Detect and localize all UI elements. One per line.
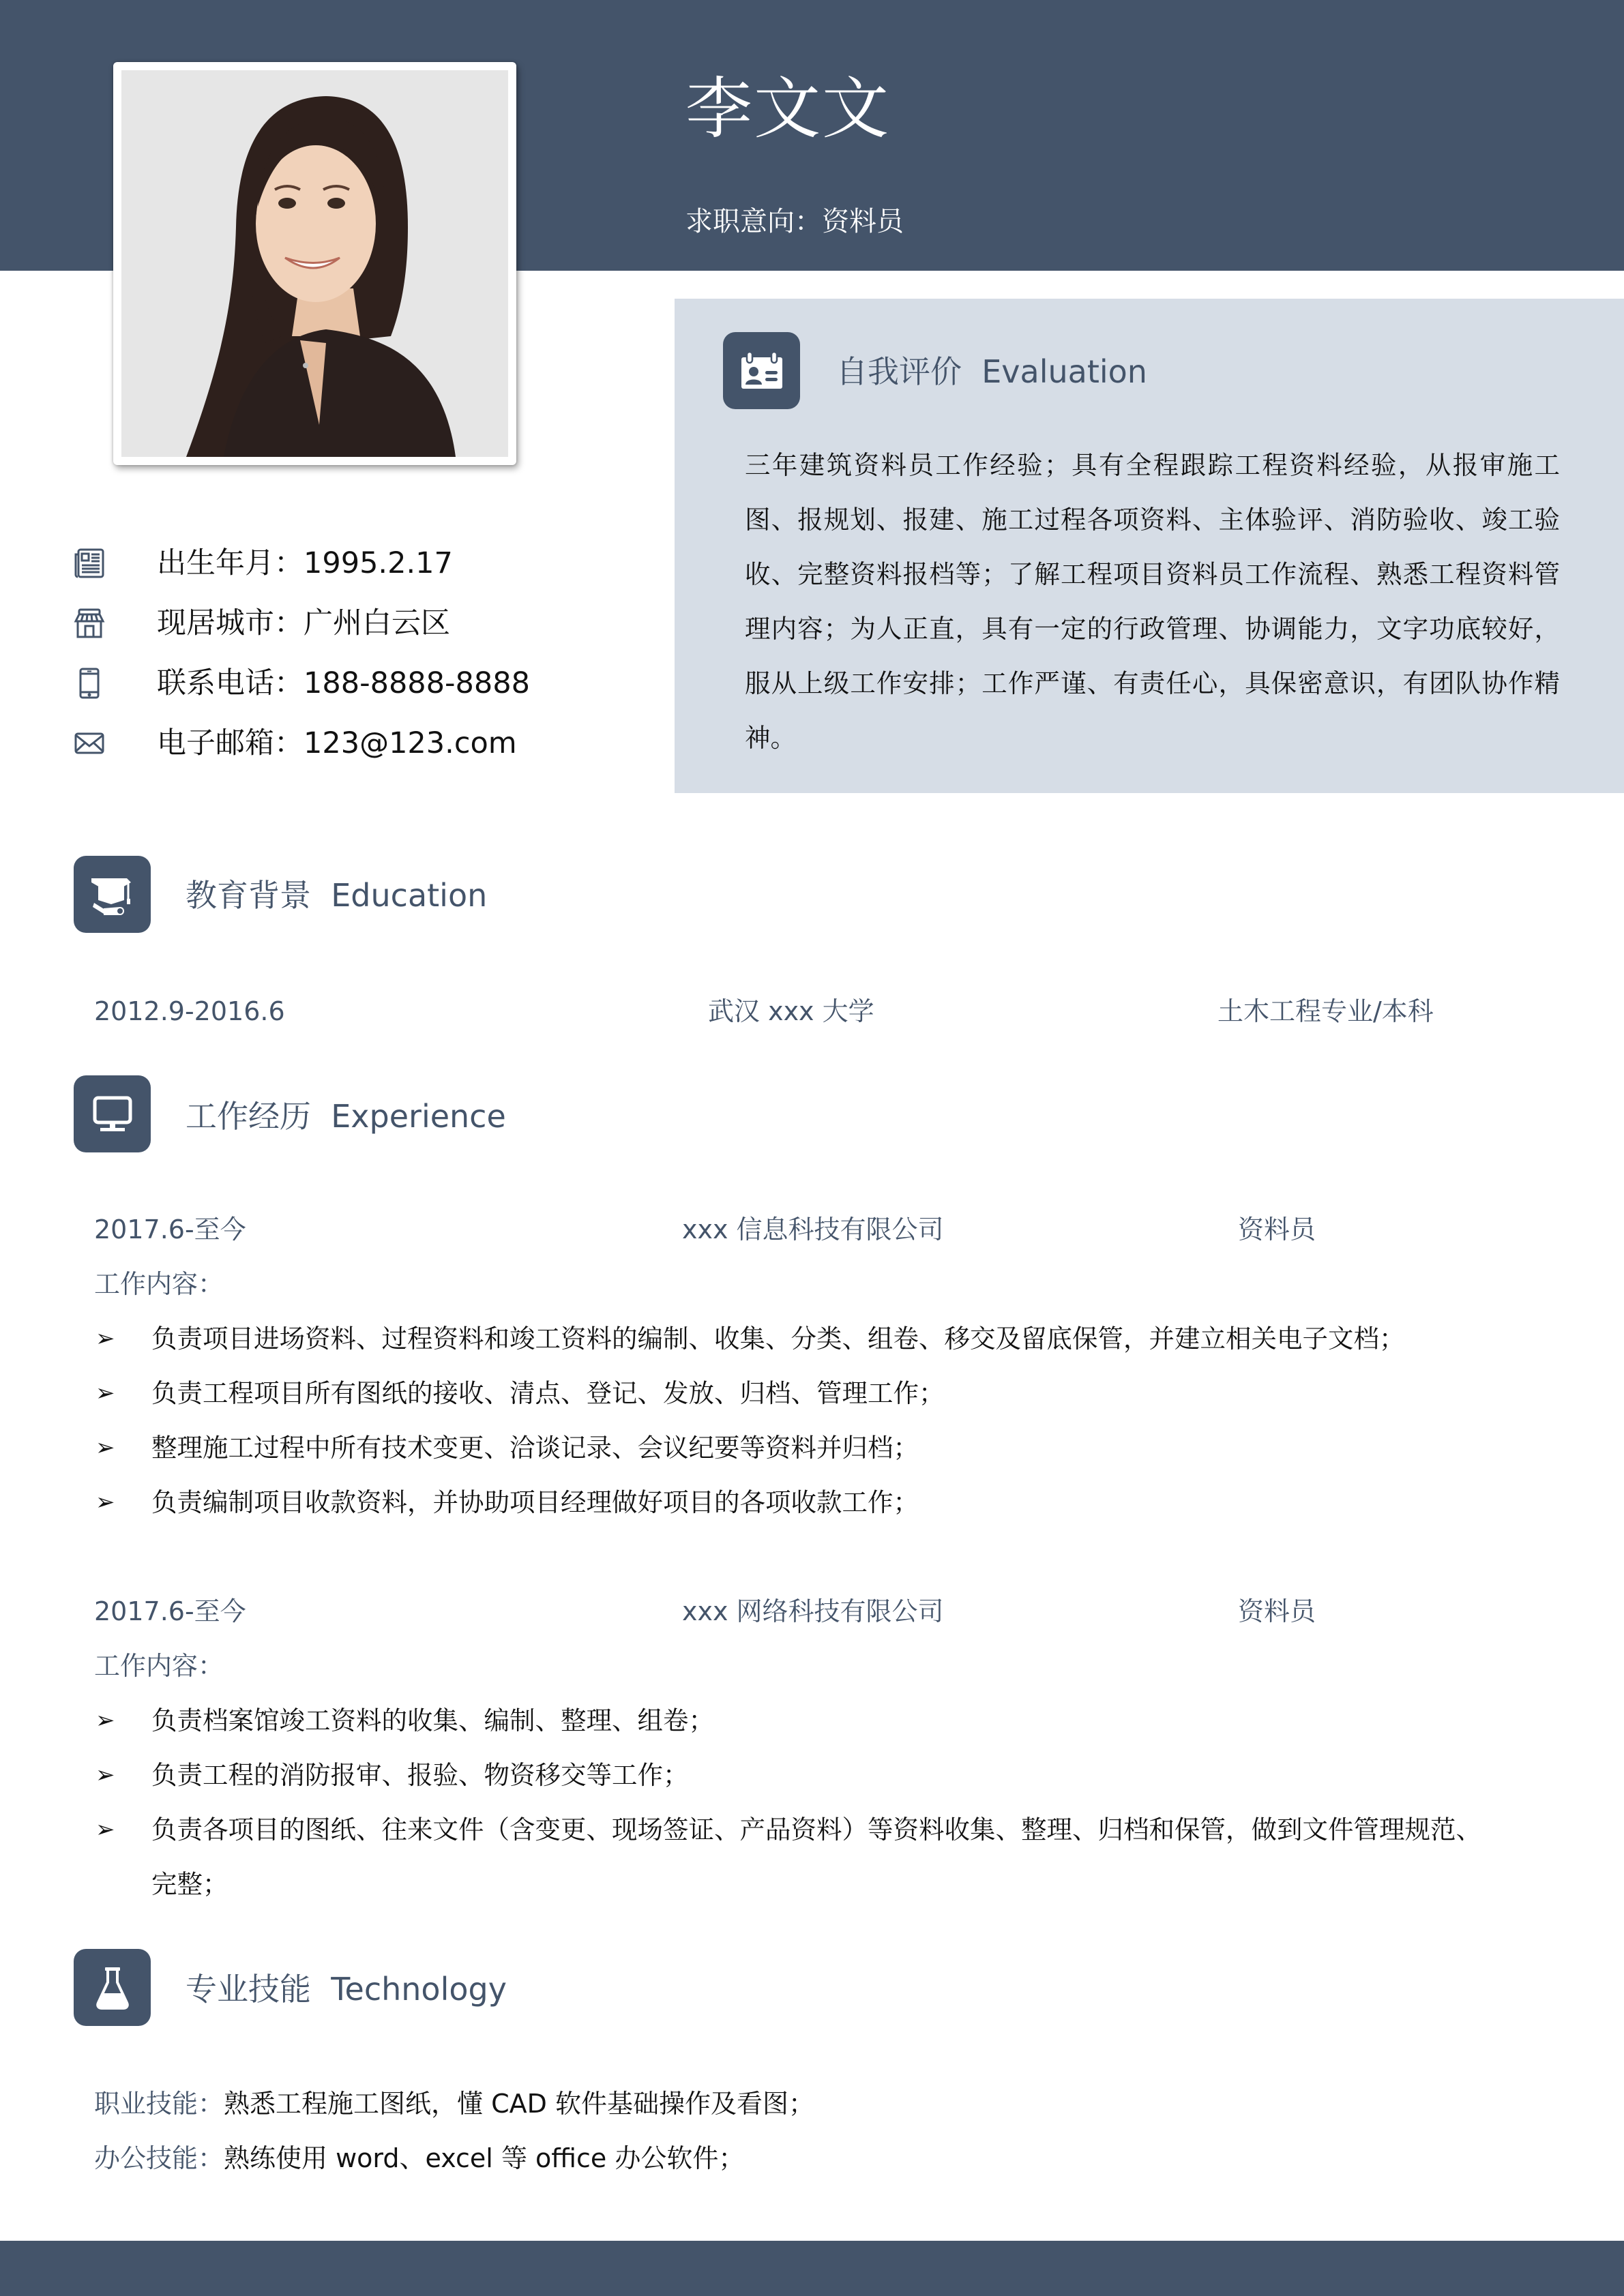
contact-text: 现居城市：广州白云区 bbox=[157, 606, 450, 640]
footer-band bbox=[0, 2241, 1624, 2296]
portrait-photo bbox=[121, 70, 508, 457]
education-title: 教育背景 Education bbox=[186, 877, 488, 914]
job-1-content-label: 工作内容： bbox=[94, 1269, 224, 1299]
skills-title: 专业技能 Technology bbox=[186, 1971, 507, 2008]
job-2-role: 资料员 bbox=[1238, 1596, 1316, 1626]
arrow-bullet-icon: ➢ bbox=[95, 1816, 115, 1843]
evaluation-text: 三年建筑资料员工作经验；具有全程跟踪工程资料经验，从报审施工图、报规划、报建、施工过程各项资料、主体验评、消防验收、竣工验收、完整资料报档等；了解工程项目资料员工作流程、熟悉工程资料管理内容；为人正直，具有一定的行政管理、协调能力，文字功底较好，服从上级工作安排；工作严谨、有责任心，具保密意识，有团队协作精神。 bbox=[745, 450, 1560, 753]
contact-email bbox=[74, 723, 517, 764]
id-card-icon bbox=[740, 352, 784, 390]
experience-title: 工作经历 Experience bbox=[186, 1098, 506, 1135]
education-major: 土木工程专业/本科 bbox=[1217, 996, 1434, 1026]
job-2-company: xxx 网络科技有限公司 bbox=[682, 1596, 944, 1626]
arrow-bullet-icon: ➢ bbox=[95, 1380, 115, 1407]
experience-icon-box bbox=[74, 1075, 151, 1152]
contact-phone bbox=[74, 663, 530, 704]
graduation-cap-icon bbox=[89, 873, 136, 916]
evaluation-icon-box bbox=[723, 332, 800, 409]
newspaper-icon bbox=[74, 548, 105, 579]
job-2-content-label: 工作内容： bbox=[94, 1651, 224, 1681]
skill-professional bbox=[94, 2087, 814, 2121]
candidate-name: 李文文 bbox=[685, 70, 891, 148]
storefront-icon bbox=[74, 608, 105, 639]
monitor-icon bbox=[92, 1095, 133, 1133]
arrow-bullet-icon: ➢ bbox=[95, 1489, 115, 1516]
skill-office bbox=[94, 2141, 744, 2175]
skill-label: 办公技能： bbox=[94, 2143, 224, 2173]
contact-text: 电子邮箱：123@123.com bbox=[157, 726, 517, 760]
job-2-period: 2017.6-至今 bbox=[94, 1596, 246, 1626]
arrow-bullet-icon: ➢ bbox=[95, 1325, 115, 1352]
job-1-role: 资料员 bbox=[1238, 1214, 1316, 1244]
skill-text: 熟练使用 word、excel 等 office 办公软件； bbox=[224, 2143, 745, 2173]
education-icon-box bbox=[74, 856, 151, 933]
arrow-bullet-icon: ➢ bbox=[95, 1761, 115, 1789]
contact-text: 出生年月：1995.2.17 bbox=[157, 546, 453, 580]
mobile-phone-icon bbox=[74, 668, 105, 699]
flask-icon bbox=[95, 1966, 130, 2010]
job-1-company: xxx 信息科技有限公司 bbox=[682, 1214, 944, 1244]
skill-label: 职业技能： bbox=[94, 2089, 224, 2119]
arrow-bullet-icon: ➢ bbox=[95, 1707, 115, 1734]
contact-city bbox=[74, 603, 450, 644]
skill-text: 熟悉工程施工图纸，懂 CAD 软件基础操作及看图； bbox=[224, 2089, 814, 2119]
portrait-illustration bbox=[121, 70, 508, 457]
education-school: 武汉 xxx 大学 bbox=[708, 996, 874, 1026]
job-1-period: 2017.6-至今 bbox=[94, 1214, 246, 1244]
arrow-bullet-icon: ➢ bbox=[95, 1434, 115, 1461]
contact-text: 联系电话：188-8888-8888 bbox=[157, 666, 530, 700]
envelope-icon bbox=[74, 728, 105, 759]
education-period: 2012.9-2016.6 bbox=[94, 996, 285, 1026]
contact-birthdate bbox=[74, 543, 453, 584]
photo-frame bbox=[113, 62, 516, 465]
job-intent: 求职意向：资料员 bbox=[685, 206, 904, 237]
evaluation-title: 自我评价 Evaluation bbox=[836, 353, 1147, 390]
skills-icon-box bbox=[74, 1949, 151, 2026]
